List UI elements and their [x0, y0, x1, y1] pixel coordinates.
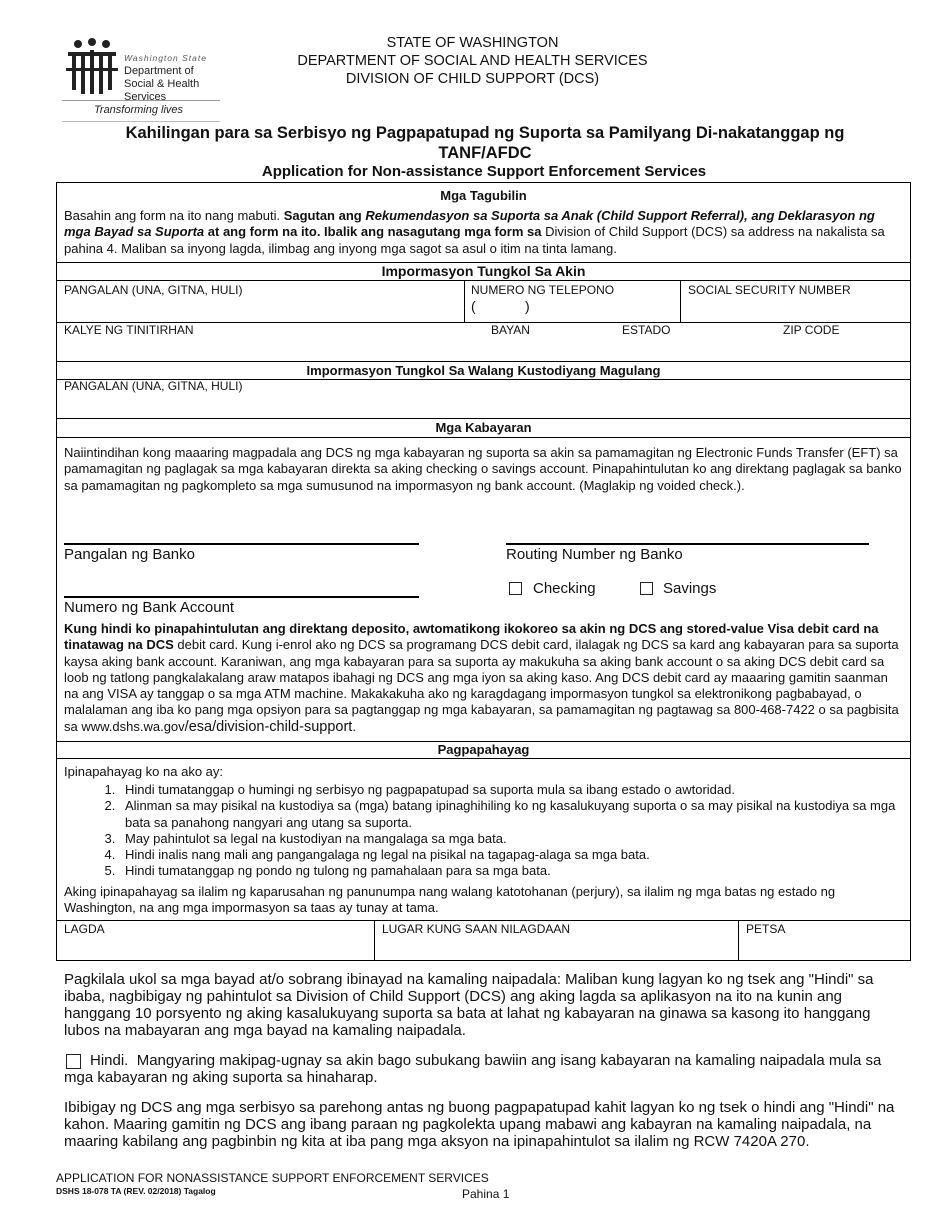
agency-line-1: STATE OF WASHINGTON [386, 35, 559, 51]
logo-state: Washington State [124, 53, 207, 63]
instructions-text [64, 208, 904, 257]
footer-form-title: APPLICATION FOR NONASSISTANCE SUPPORT ENFORCEMENT SERVICES [56, 1171, 489, 1185]
hindi-label: Hindi. [90, 1052, 129, 1069]
bank-account-number-field[interactable]: Numero ng Bank Account [64, 599, 235, 616]
checking-checkbox[interactable] [509, 582, 522, 595]
signature-field[interactable]: LAGDA [64, 922, 105, 936]
phone-label: NUMERO NG TELEPONO [471, 283, 615, 297]
perjury-statement: Aking ipinapahayag sa ilalim ng kaparusahan ng panunumpa nang walang katotohanan (perjury), sa ilalim ng mga batas ng estado ng Washington, na ang mga impormasyon sa taas ay tunay at tama. [64, 884, 836, 916]
phone-paren-close: ) [525, 298, 530, 314]
place-signed-field[interactable]: LUGAR KUNG SAAN NILAGDAAN [382, 922, 571, 936]
instructions-t5: Division of Child Support (DCS) sa address na nakalista sa pahina 4. Maliban sa inyong lagda, ilimbag ang inyong mga sagot sa asul o itim na tinta lamang. [64, 224, 885, 256]
form-title-english: Application for Non-assistance Support Enforcement Services [261, 163, 707, 180]
declaration-item: 1. Hindi tumatanggap o humingi ng serbisyo ng pagpapatupad sa suporta mula sa ibang estado o awtoridad. [119, 782, 909, 798]
debit-bold: Kung hindi ko pinapahintulutan ang direktang deposito, awtomatikong ikokoreo sa akin ng DCS ang stored-value Visa debit card na tinatawag na DCS [64, 621, 879, 653]
hindi-option [64, 1052, 909, 1086]
declaration-intro: Ipinapahayag ko na ako ay: [64, 764, 224, 779]
routing-number-field[interactable]: Routing Number ng Banko [506, 546, 683, 563]
acknowledgement-text: Pagkilala ukol sa mga bayad at/o sobrang ibinayad na kamaling naipadala: Maliban kung lagyan ko ng tsek ang "Hindi" sa ibaba, nagbibigay ng pahintulot sa Division of Child Support (DCS) ang aking lagda sa aplikasyon na ito na kunin ang hanggang 10 porsyento ng aking kasalukuyang suporta sa bata at lahat ng kabayaran na ginawa sa kasong ito hanggang lubos na mabayaran ang mga bayad na kamaling naipadala. [64, 971, 874, 1039]
eft-text: Naiintindihan kong maaaring magpadala ang DCS ng mga kabayaran ng suporta sa akin sa pamamagitan ng Electronic Funds Transfer (EFT) sa pamamagitan ng paglagak sa mga kabayaran direkta sa aking checking o savings account. Pinapahintulutan ko ang direktang paglagak sa banko sa pamamagitan ng pagkompleto sa mga sumusunod na impormasyon ng bank account. (Maglakip ng voided check.). [64, 445, 902, 493]
instructions-t4: at ang form na ito. Ibalik ang nasagutang mga form sa [204, 224, 542, 240]
phone-paren-open: ( [471, 298, 476, 314]
logo-department: Department of Social & Health Services [124, 65, 200, 103]
instructions-heading: Mga Tagubilin [440, 188, 527, 203]
instructions-t2: Sagutan ang [283, 208, 366, 223]
checking-label: Checking [533, 580, 596, 597]
debit-card-text [64, 621, 904, 735]
city-field[interactable]: BAYAN [491, 323, 530, 337]
declaration-list [64, 782, 909, 880]
date-field[interactable]: PETSA [746, 922, 786, 936]
noncustodial-heading: Impormasyon Tungkol Sa Walang Kustodiyang Magulang [306, 363, 661, 378]
dshs-emblem-icon [64, 38, 120, 96]
agency-header [240, 34, 705, 88]
ssn-field[interactable]: SOCIAL SECURITY NUMBER [688, 283, 851, 297]
debit-end: . [352, 718, 356, 734]
declaration-heading: Pagpapahayag [437, 742, 530, 757]
bank-name-field[interactable]: Pangalan ng Banko [64, 546, 195, 563]
declaration-item: 3. May pahintulot sa legal na kustodiyan na mangalaga sa mga bata. [119, 831, 909, 847]
about-me-heading: Impormasyon Tungkol Sa Akin [381, 263, 586, 279]
declaration-item: 2. Alinman sa may pisikal na kustodiya sa (mga) batang ipinaghihiling ko ng kasalukuyang suporta o sa may pisikal na kustodiya sa mga bata sa panahong nangyari ang utang sa suporta. [119, 798, 909, 831]
page-number: Pahina 1 [462, 1187, 510, 1201]
instructions-t1: Basahin ang form na ito nang mabuti. [64, 208, 284, 223]
state-field[interactable]: ESTADO [622, 323, 671, 337]
debit-text: debit card. Kung i-enrol ako ng DCS sa programang DCS debit card, ilalagak ng DCS sa kard ang kabayaran para sa suporta kaysa aking bank account. Karaniwan, ang mga kabayaran para sa suporta ay makukuha sa aking bank account o sa aking DCS debit card sa loob ng tatlong pangkalakalang araw matapos ibahagi ng DCS ang mga iyon sa aking kaso. Ang DCS debit card ay maaaring gamitin saanman na ang VISA ay tanggap o sa mga ATM machine. Makakakuha ako ng karagdagang impormasyon tungkol sa elektronikong pagbabayad, o malalaman ang iba ko pang mga opsiyon para sa pagtanggap ng mga kabayaran, sa pamamagitan ng pagtawag sa 800-468-7422 o sa pagbisita sa www.dshs.wa.gov [64, 637, 899, 734]
zip-code-field[interactable]: ZIP CODE [783, 323, 840, 337]
form-title-tagalog: Kahilingan para sa Serbisyo ng Pagpapatupad ng Suporta sa Pamilyang Di-nakatanggap ng TANF/AFDC [125, 124, 845, 162]
application-form [56, 182, 911, 961]
savings-checkbox[interactable] [640, 582, 653, 595]
final-statement: Ibibigay ng DCS ang mga serbisyo sa parehong antas ng buong pagpapatupad kahit lagyan ko ng tsek o hindi ang "Hindi" na kahon. Maaring gamitin ng DCS ang ibang paraan ng pagkolekta upang mabawi ang kabayran na kamaling naipadala, na maaring kabilang ang pagbinbin ng kita at iba pang mga aksyon na ipinapahintulot sa ilalim ng RCW 7420A 270. [64, 1099, 895, 1150]
noncustodial-name-field[interactable]: PANGALAN (UNA, GITNA, HULI) [64, 379, 243, 393]
declaration-item: 4. Hindi inalis nang mali ang pangangalaga ng legal na pisikal na tagapag-alaga sa mga bata. [119, 847, 909, 863]
footer-form-number: DSHS 18-078 TA (REV. 02/2018) Tagalog [56, 1186, 216, 1196]
payments-heading: Mga Kabayaran [435, 420, 532, 435]
hindi-text: Mangyaring makipag-ugnay sa akin bago subukang bawiin ang isang kabayaran na kamaling naipadala mula sa mga kabayaran ng aking suporta sa hinaharap. [64, 1052, 882, 1086]
agency-line-3: DIVISION OF CHILD SUPPORT (DCS) [345, 71, 600, 87]
agency-line-2: DEPARTMENT OF SOCIAL AND HEALTH SERVICES [297, 53, 648, 69]
logo-tagline: Transforming lives [94, 104, 184, 116]
declaration-item: 5. Hindi tumatanggap ng pondo ng tulong ng pamahalaan para sa mga bata. [119, 863, 909, 879]
dcs-website-link[interactable]: /esa/division-child-support [184, 718, 353, 735]
dshs-logo [62, 38, 222, 124]
instructions-t3: Rekumendasyon sa Suporta sa Anak (Child Support Referral), ang Deklarasyon ng mga Bayad sa Suporta [64, 208, 875, 240]
savings-label: Savings [663, 580, 717, 597]
street-address-field[interactable]: KALYE NG TINITIRHAN [64, 323, 194, 337]
my-name-field[interactable]: PANGALAN (UNA, GITNA, HULI) [64, 283, 243, 297]
